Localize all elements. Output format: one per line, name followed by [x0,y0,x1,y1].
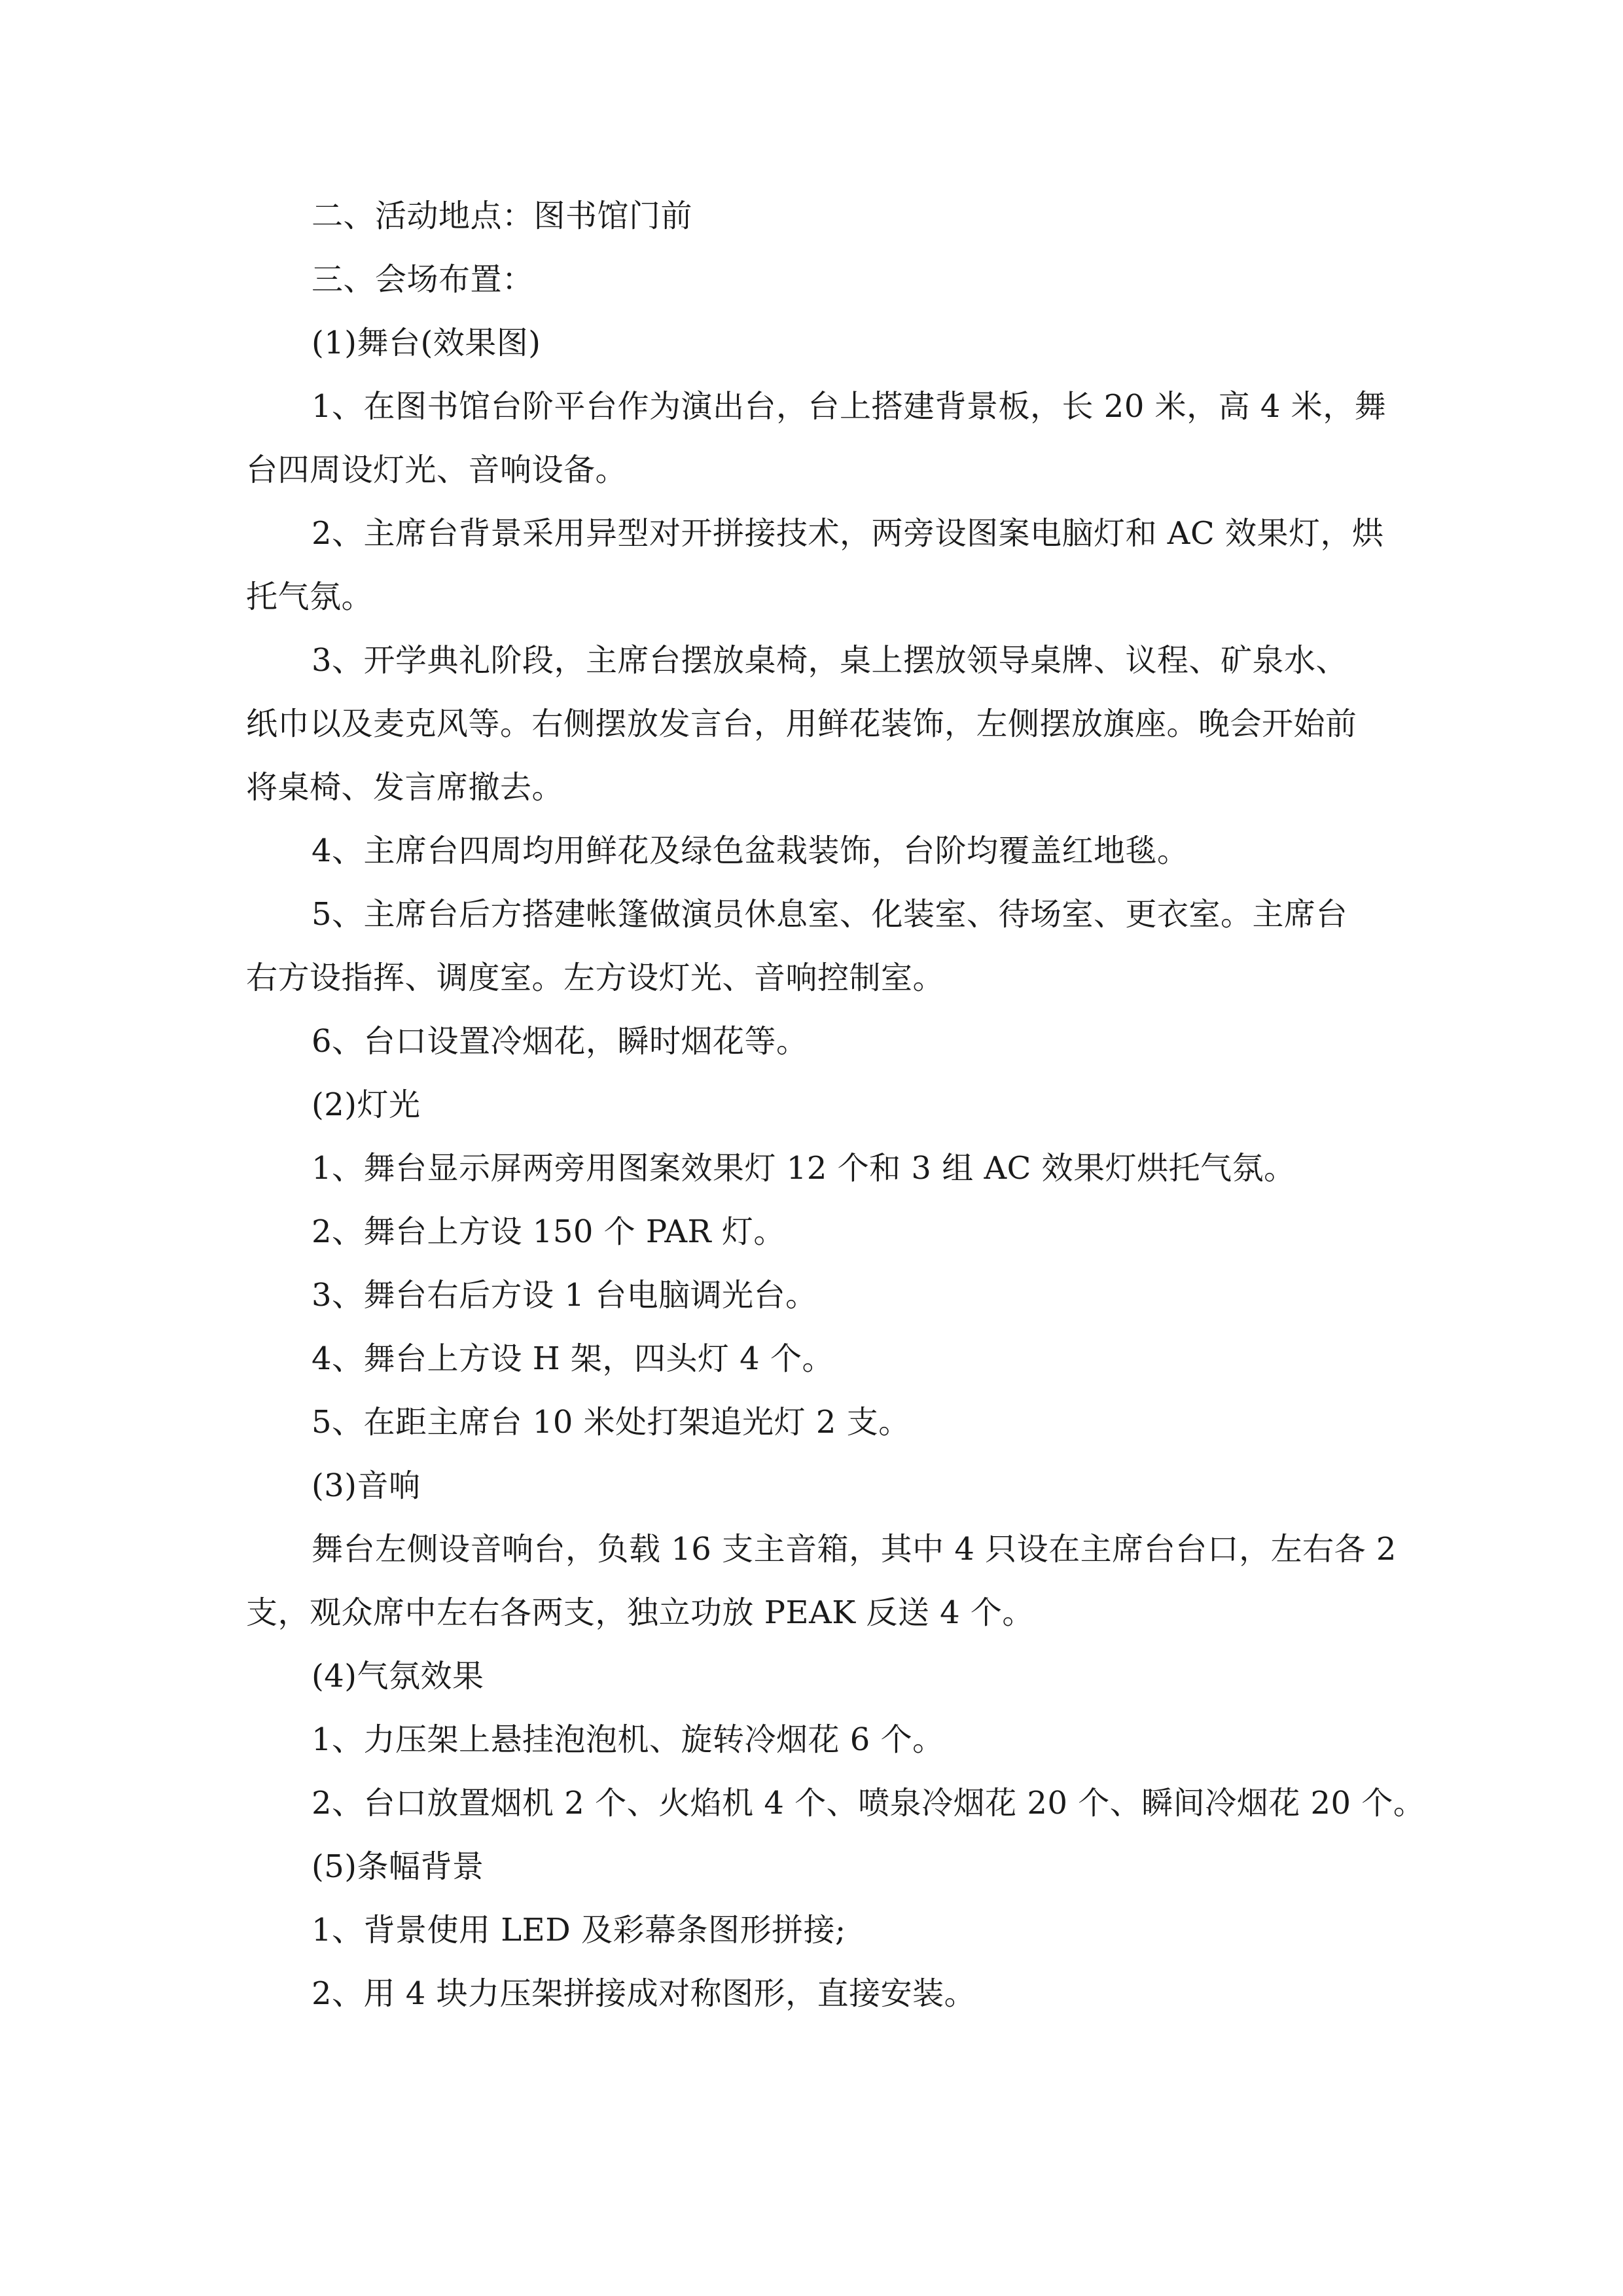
paragraph-line: 舞台左侧设音响台，负载 16 支主音箱，其中 4 只设在主席台台口，左右各 2 [312,1531,1397,1568]
paragraph-line: 2、台口放置烟机 2 个、火焰机 4 个、喷泉冷烟花 20 个、瞬间冷烟花 20 个。 [312,1785,1425,1821]
paragraph-line: 5、主席台后方搭建帐篷做演员休息室、化装室、待场室、更衣室。主席台 [312,896,1348,933]
paragraph-line: 1、力压架上悬挂泡泡机、旋转冷烟花 6 个。 [312,1721,944,1758]
section-heading-venue: 三、会场布置： [312,261,534,298]
paragraph-line: 1、在图书馆台阶平台作为演出台，台上搭建背景板，长 20 米，高 4 米，舞 [312,388,1387,425]
paragraph-line: 5、在距主席台 10 米处打架追光灯 2 支。 [312,1404,910,1441]
paragraph-line: 台四周设灯光、音响设备。 [246,452,628,488]
paragraph-line: 1、背景使用 LED 及彩幕条图形拼接; [312,1912,846,1948]
paragraph-line: 支，观众席中左右各两支，独立功放 PEAK 反送 4 个。 [246,1594,1034,1631]
paragraph-line: 6、台口设置冷烟花，瞬时烟花等。 [312,1023,808,1060]
paragraph-line: 3、开学典礼阶段，主席台摆放桌椅，桌上摆放领导桌牌、议程、矿泉水、 [312,642,1348,679]
paragraph-line: 右方设指挥、调度室。左方设灯光、音响控制室。 [246,960,945,996]
subsection-heading-atmosphere: (4)气氛效果 [312,1658,484,1695]
paragraph-line: 2、用 4 块力压架拼接成对称图形，直接安装。 [312,1975,976,2012]
paragraph-line: 1、舞台显示屏两旁用图案效果灯 12 个和 3 组 AC 效果灯烘托气氛。 [312,1150,1296,1187]
paragraph-line: 2、舞台上方设 150 个 PAR 灯。 [312,1213,785,1250]
subsection-heading-banner: (5)条幅背景 [312,1848,484,1885]
paragraph-line: 2、主席台背景采用异型对开拼接技术，两旁设图案电脑灯和 AC 效果灯，烘 [312,515,1384,552]
subsection-heading-stage: (1)舞台(效果图) [312,325,541,361]
paragraph-line: 3、舞台右后方设 1 台电脑调光台。 [312,1277,817,1314]
subsection-heading-sound: (3)音响 [312,1467,421,1504]
paragraph-line: 将桌椅、发言席撤去。 [246,769,564,806]
paragraph-line: 纸巾以及麦克风等。右侧摆放发言台，用鲜花装饰，左侧摆放旗座。晚会开始前 [246,706,1357,742]
paragraph-line: 托气氛。 [246,579,374,615]
subsection-heading-lighting: (2)灯光 [312,1086,421,1123]
paragraph-line: 4、舞台上方设 H 架，四头灯 4 个。 [312,1340,834,1377]
section-heading-location: 二、活动地点：图书馆门前 [312,198,693,234]
paragraph-line: 4、主席台四周均用鲜花及绿色盆栽装饰，台阶均覆盖红地毯。 [312,833,1189,869]
